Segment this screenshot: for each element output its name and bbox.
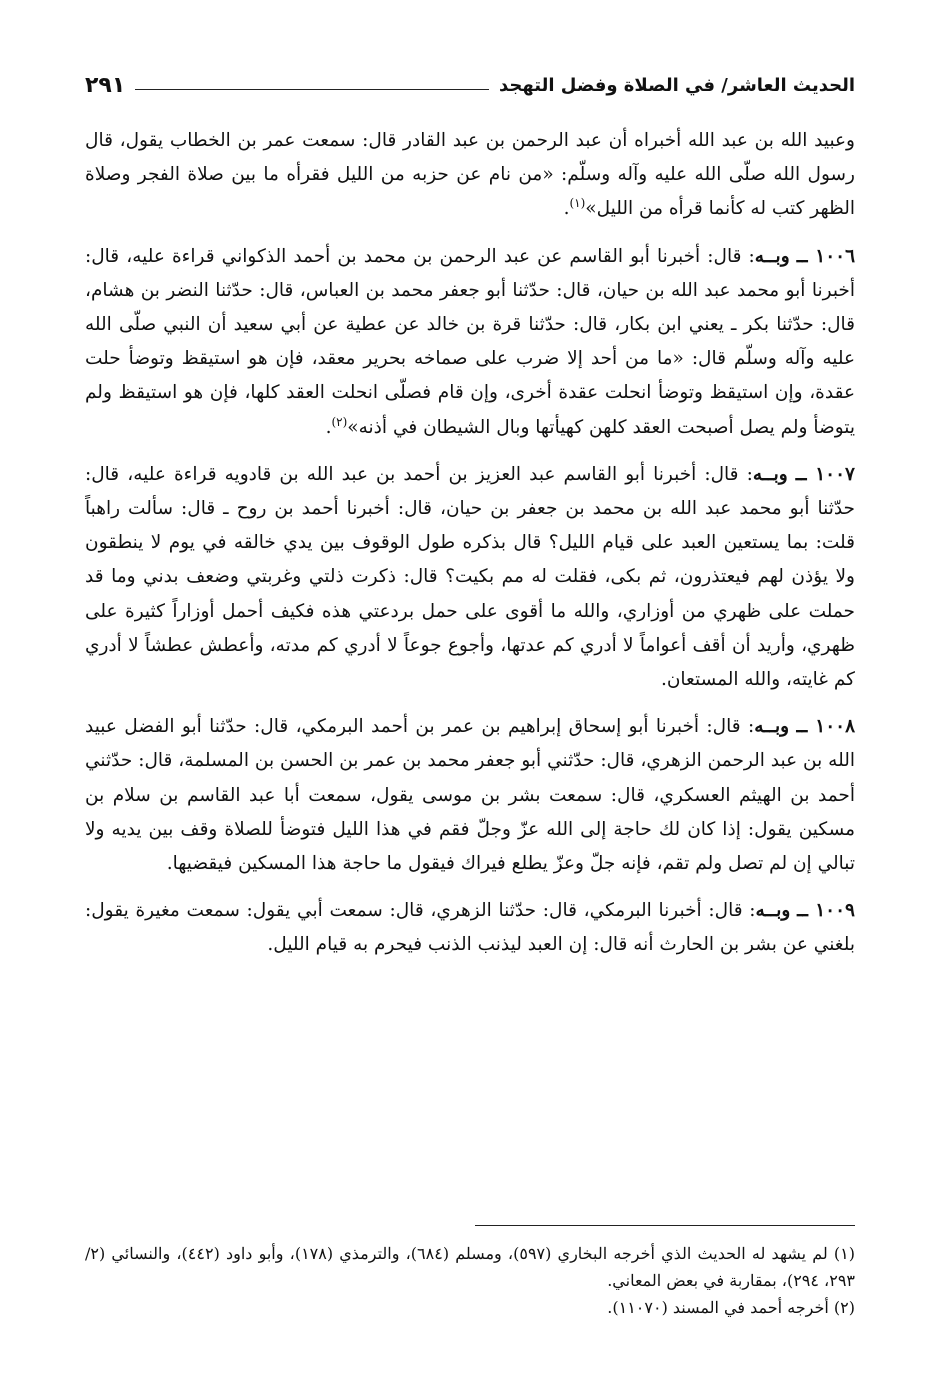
paragraph-tail: .: [325, 416, 332, 438]
hadith-number: ١٠٠٦ ــ: [796, 245, 856, 267]
hadith-opening: وبــه: [755, 900, 791, 922]
main-text: [85, 124, 855, 976]
page-number: ٢٩١: [85, 73, 126, 98]
paragraph-text: : قال: أخبرنا أبو القاسم عبد العزيز بن أحمد بن عبد الله بن قادويه قراءة عليه، قال: حدّثنا أبو محمد عبد الله بن محمد بن جعفر بن حيان، قال: أخبرنا أحمد بن روح ـ قال: سألت راهباً قلت: بما يستعين العبد على قيام الليل؟ قال بذكره طول الوقوف بين يدي خالقه في يوم لا ينطقون ولا يؤذن لهم فيعتذرون، ثم بكى، فقلت له مم بكيت؟ قال: ذكرت ذلتي وغربتي وضعف بدني وما قد حملت على ظهري من أوزاري، والله ما أقوى على حمل بردعتي هذه فكيف أحمل أوزاراً كثيرة على ظهري، وأريد أن أقف أعواماً لا أدري كم عدتها، وأجوع جوعاً لا أدري كم مدته، وأعطش عطشاً لا أدري كم غايته، والله المستعان.: [85, 463, 855, 691]
paragraph-text: : قال: أخبرنا أبو إسحاق إبراهيم بن عمر بن أحمد البرمكي، قال: حدّثنا أبو الفضل عبيد الله بن عبد الرحمن الزهري، قال: حدّثني أبو جعفر محمد بن عمر بن الحسن بن المسلمة، قال: حدّثني أحمد بن الهيثم العسكري، قال: سمعت بشر بن موسى يقول، سمعت أبا عبد القاسم بن سلام بن مسكين يقول: إذا كان لك حاجة إلى الله عزّ وجلّ فقم في هذا الليل فتوضأ للصلاة وقف بين يديه ولا تبالي إن لم تصل ولم تقم، فإنه جلّ وعزّ يطلع فيراك فيقول ما حاجة هذا المسكين فيقضيها.: [85, 716, 855, 875]
footnote-1: (١) لم يشهد له الحديث الذي أخرجه البخاري (٥٩٧)، ومسلم (٦٨٤)، والترمذي (١٧٨)، وأبو داود (٤٤٢)، والنسائي (٢/ ٢٩٣، ٢٩٤)، بمقاربة في بعض المعاني.: [85, 1244, 856, 1290]
paragraph-text: : قال: أخبرنا البرمكي، قال: حدّثنا الزهري، قال: سمعت أبي يقول: سمعت مغيرة يقول: بلغني عن بشر بن الحارث أنه قال: إن العبد ليذنب الذنب فيحرم به قيام الليل.: [85, 900, 855, 956]
footnotes: [85, 1225, 855, 1321]
header-rule: [135, 89, 489, 90]
hadith-paragraph: [85, 240, 855, 445]
paragraph-continuation: [85, 124, 855, 227]
hadith-number: ١٠٠٧ ــ: [795, 463, 855, 485]
header-title: الحديث العاشر/ في الصلاة وفضل التهجد: [498, 75, 855, 96]
hadith-paragraph: [85, 710, 855, 881]
hadith-number: ١٠٠٨ ــ: [796, 716, 856, 738]
footnote-ref[interactable]: (١): [569, 196, 586, 211]
hadith-number: ١٠٠٩ ــ: [797, 900, 855, 922]
hadith-paragraph: [85, 894, 855, 962]
footnote-separator: [475, 1225, 855, 1226]
hadith-opening: وبــه: [754, 245, 790, 267]
hadith-opening: وبــه: [752, 463, 788, 485]
hadith-opening: وبــه: [754, 716, 790, 738]
paragraph-text: : قال: أخبرنا أبو القاسم عن عبد الرحمن بن محمد بن أحمد الذكواني قراءة عليه، قال: أخبرنا أبو محمد عبد الله بن حيان، قال: حدّثنا أبو جعفر محمد بن العباس، قال: حدّثنا النضر بن هشام، قال: حدّثنا بكر ـ يعني ابن بكار، قال: حدّثنا قرة بن خالد عن عطية عن أبي سعيد أن النبي صلّى الله عليه وآله وسلّم قال: «ما من أحد إلا ضرب على صماخه بحرير معقد، فإن هو استيقظ وتوضأ حلت عقدة، وإن استيقظ وتوضأ انحلت عقدة أخرى، وإن قام فصلّى انحلت العقد كلها، فإن هو استيقظ ولم يتوضأ ولم يصل أصبحت العقد كلهن كهيأتها وبال الشيطان في أذنه»: [85, 245, 855, 438]
hadith-paragraph: [85, 458, 855, 697]
running-header: [85, 64, 855, 98]
footnote-2: (٢) أخرجه أحمد في المسند (١١٠٧٠).: [607, 1298, 855, 1317]
paragraph-text: وعبيد الله بن عبد الله أخبراه أن عبد الرحمن بن عبد القادر قال: سمعت عمر بن الخطاب يقول، قال رسول الله صلّى الله عليه وآله وسلّم: «من نام عن حزبه من الليل فقرأه ما بين صلاة الفجر وصلاة الظهر كتب له كأنما قرأه من الليل»: [85, 130, 855, 220]
paragraph-tail: .: [563, 198, 570, 220]
footnote-ref[interactable]: (٢): [331, 414, 348, 429]
